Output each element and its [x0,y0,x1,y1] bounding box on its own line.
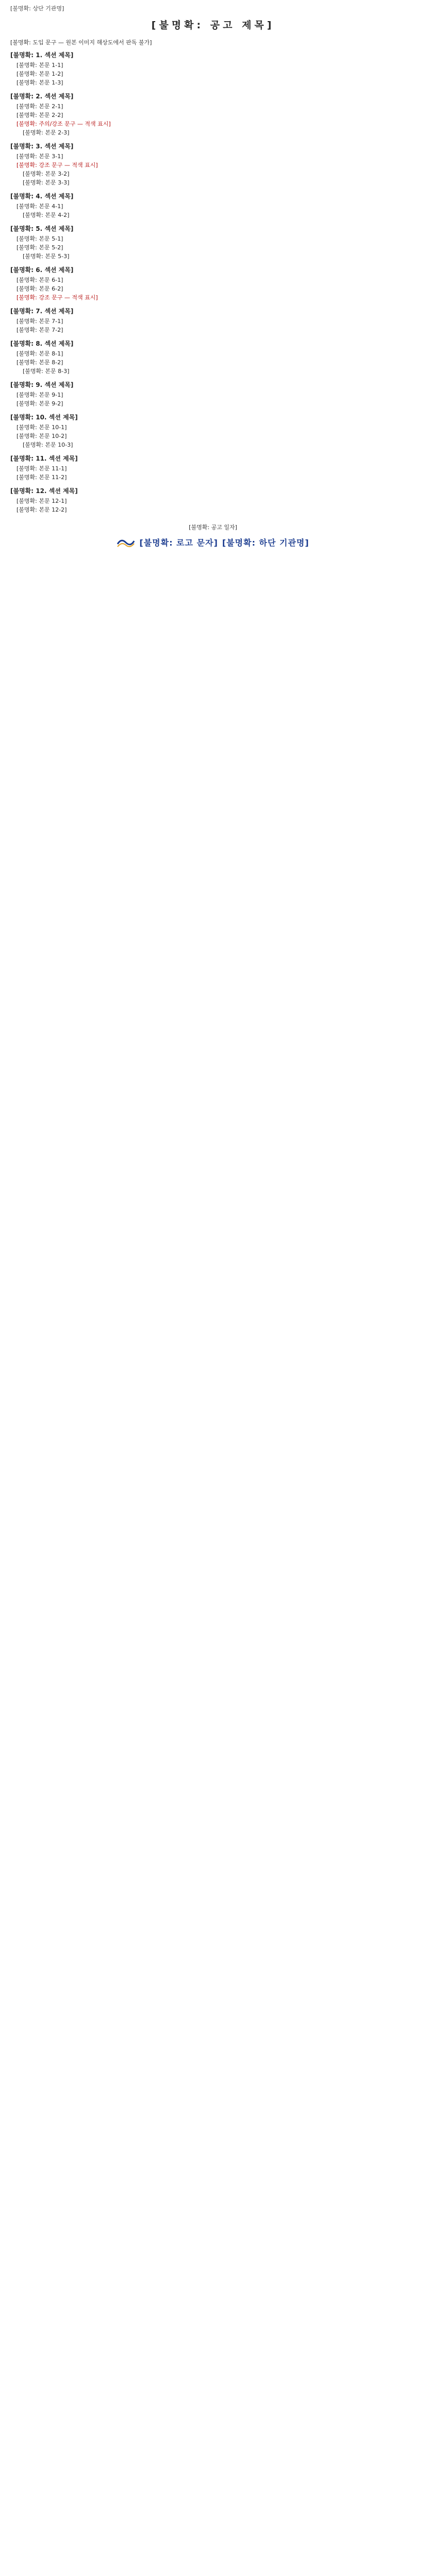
section-2 [10,92,416,137]
section-line: [불명확: 본문 11-2] [17,474,67,481]
section-line: [불명확: 본문 12-2] [17,506,67,513]
section-line: [불명확: 강조 문구 — 적색 표시] [17,294,98,301]
section-line: [불명확: 본문 3-1] [17,153,63,160]
section-line: [불명확: 본문 2-1] [17,103,63,110]
section-line: [불명확: 본문 2-2] [17,112,63,118]
section-line: [불명확: 본문 1-1] [17,62,63,69]
section-10 [10,413,416,449]
section-7 [10,307,416,334]
closing-block [10,523,416,548]
section-line: [불명확: 본문 1-2] [17,71,63,77]
section-line: [불명확: 본문 8-2] [17,359,63,366]
section-line: [불명확: 본문 1-3] [17,79,63,86]
section-line: [불명확: 본문 9-1] [17,392,63,398]
notice-date: [불명확: 공고 일자] [189,524,237,531]
section-8 [10,339,416,375]
section-4 [10,192,416,219]
intro-text: [불명확: 도입 문구 — 원본 이미지 해상도에서 판독 불가] [10,39,152,46]
notice-title: [불명확: 공고 제목] [151,20,275,31]
section-line: [불명확: 본문 10-3] [23,442,73,448]
section-heading: [불명확: 7. 섹션 제목] [10,308,74,315]
section-line: [불명확: 본문 2-3] [23,129,70,136]
logo-text: [불명확: 로고 문자] [139,538,218,548]
section-line: [불명확: 본문 12-1] [17,498,67,504]
section-line: [불명확: 본문 6-2] [17,285,63,292]
section-line: [불명확: 강조 문구 — 적색 표시] [17,162,98,168]
section-heading: [불명확: 6. 섹션 제목] [10,266,74,274]
section-line: [불명확: 본문 8-3] [23,368,70,375]
section-heading: [불명확: 11. 섹션 제목] [10,455,78,462]
section-line: [불명확: 본문 5-3] [23,253,70,260]
section-line: [불명확: 본문 3-2] [23,171,70,177]
section-heading: [불명확: 2. 섹션 제목] [10,93,74,100]
section-5 [10,224,416,260]
section-9 [10,380,416,408]
section-12 [10,486,416,514]
section-line: [불명확: 본문 4-1] [17,203,63,210]
section-heading: [불명확: 12. 섹션 제목] [10,487,78,495]
section-heading: [불명확: 5. 섹션 제목] [10,225,74,232]
wave-logo-icon [117,537,135,548]
section-line: [불명확: 본문 5-2] [17,244,63,251]
section-heading: [불명확: 4. 섹션 제목] [10,193,74,200]
sections-container [10,50,416,514]
section-11 [10,454,416,481]
section-line: [불명확: 본문 7-1] [17,318,63,325]
section-heading: [불명확: 9. 섹션 제목] [10,381,74,388]
section-line: [불명확: 주의/강조 문구 — 적색 표시] [17,121,111,127]
section-heading: [불명확: 1. 섹션 제목] [10,52,74,59]
section-1 [10,50,416,87]
org-logo-area [10,536,416,548]
section-line: [불명확: 본문 7-2] [17,327,63,333]
section-line: [불명확: 본문 5-1] [17,235,63,242]
section-line: [불명확: 본문 6-1] [17,277,63,283]
section-line: [불명확: 본문 9-2] [17,400,63,407]
section-line: [불명확: 본문 4-2] [23,212,70,218]
section-3 [10,142,416,187]
section-line: [불명확: 본문 3-3] [23,179,70,186]
section-line: [불명확: 본문 10-2] [17,433,67,439]
closing-org-name: [불명확: 하단 기관명] [222,538,309,548]
header-org-line: [불명확: 상단 기관명] [10,5,64,12]
section-line: [불명확: 본문 10-1] [17,424,67,431]
section-line: [불명확: 본문 11-1] [17,465,67,472]
section-line: [불명확: 본문 8-1] [17,350,63,357]
section-heading: [불명확: 8. 섹션 제목] [10,340,74,347]
section-6 [10,265,416,301]
section-heading: [불명확: 3. 섹션 제목] [10,143,74,150]
section-heading: [불명확: 10. 섹션 제목] [10,414,78,421]
